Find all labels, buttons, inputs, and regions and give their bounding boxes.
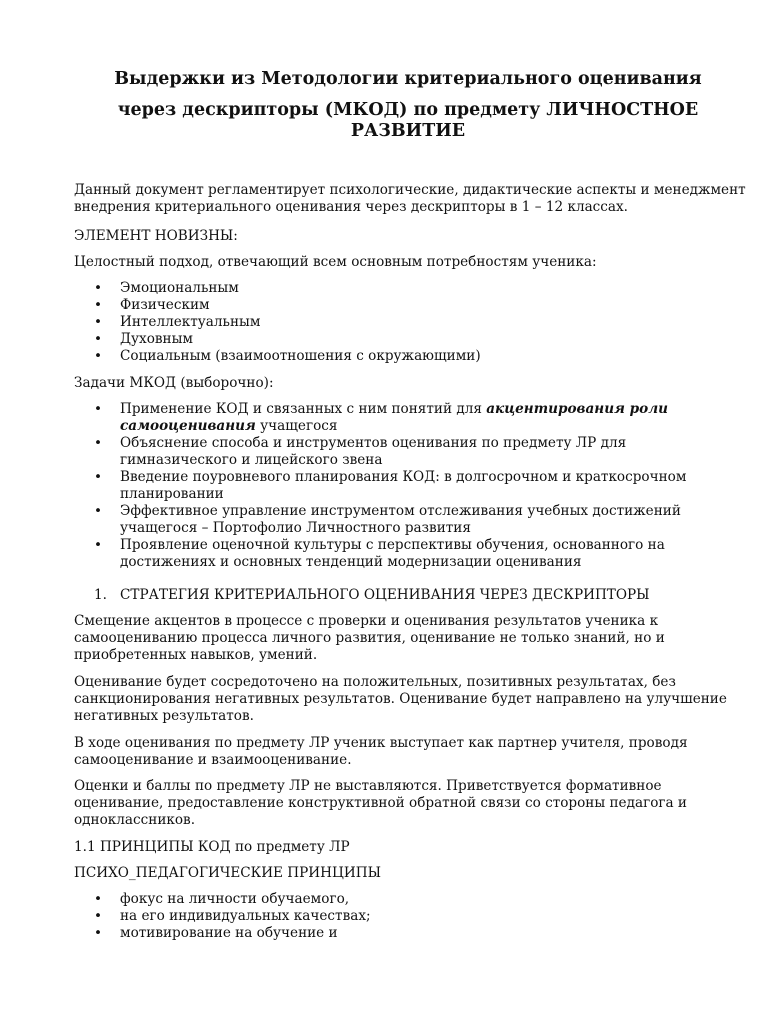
section-number: 1. xyxy=(94,587,107,603)
tasks-list xyxy=(74,401,714,571)
document-title-line-2 xyxy=(60,100,756,142)
paragraph: Оценки и баллы по предмету ЛР не выставляются. Приветствуется формативное оценивание, предоставление конструктивной обратной связи со стороны педагога и одноклассников. xyxy=(74,778,687,828)
list-item: • Интеллектуальным xyxy=(74,314,714,331)
subsection-heading: 1.1 ПРИНЦИПЫ КОД по предмету ЛР xyxy=(74,839,350,855)
paragraph: В ходе оценивания по предмету ЛР ученик выступает как партнер учителя, проводя самооценивание и взаимооценивание. xyxy=(74,735,688,768)
document-title-line-1: Выдержки из Методологии критериального оценивания xyxy=(114,69,702,89)
section-title: СТРАТЕГИЯ КРИТЕРИАЛЬНОГО ОЦЕНИВАНИЯ ЧЕРЕЗ ДЕСКРИПТОРЫ xyxy=(120,587,650,603)
document-title-line-3-text: РАЗВИТИЕ xyxy=(350,121,466,141)
list-item: • Проявление оценочной культуры с перспективы обучения, основанного на достижениях и основных тенденций модернизации оценивания xyxy=(74,537,714,571)
tasks-heading: Задачи МКОД (выборочно): xyxy=(74,375,274,391)
list-item: • Физическим xyxy=(74,297,714,314)
document-title-line-2-text: через дескрипторы (МКОД) по предмету ЛИЧНОСТНОЕ xyxy=(117,100,699,120)
list-item: • Социальным (взаимоотношения с окружающими) xyxy=(74,348,714,365)
task-text: учащегося xyxy=(255,418,338,434)
list-item: • Введение поуровневого планирования КОД: в долгосрочном и краткосрочном планировании xyxy=(74,469,714,503)
intro-paragraph: Данный документ регламентирует психологические, дидактические аспекты и менеджмент внедрения критериального оценивания через дескрипторы в 1 – 12 классах. xyxy=(74,182,746,215)
paragraph: Оценивание будет сосредоточено на положительных, позитивных результатах, без санкционирования негативных результатов. Оценивание будет направлено на улучшение негативных результатов. xyxy=(74,674,727,724)
list-item: • мотивирование на обучение и xyxy=(74,925,714,942)
task-text: Применение КОД и связанных с ним понятий для xyxy=(120,401,487,417)
needs-list xyxy=(74,280,714,365)
list-item: • Объяснение способа и инструментов оценивания по предмету ЛР для гимназического и лицейского звена xyxy=(74,435,714,469)
list-item: • Духовным xyxy=(74,331,714,348)
novelty-heading: ЭЛЕМЕНТ НОВИЗНЫ: xyxy=(74,228,238,244)
principles-list xyxy=(74,891,714,942)
list-item: • Эффективное управление инструментом отслеживания учебных достижений учащегося – Портофолио Личностного развития xyxy=(74,503,714,537)
list-item: • Эмоциональным xyxy=(74,280,714,297)
list-item xyxy=(74,401,714,435)
list-item: • на его индивидуальных качествах; xyxy=(74,908,714,925)
task-emphasis: акцентирования роли самооценивания xyxy=(120,401,669,434)
list-item: • фокус на личности обучаемого, xyxy=(74,891,714,908)
paragraph: Смещение акцентов в процессе с проверки и оценивания результатов ученика к самооцениванию процесса личного развития, оценивание не только знаний, но и приобретенных навыков, умений. xyxy=(74,613,665,663)
principles-heading: ПСИХО_ПЕДАГОГИЧЕСКИЕ ПРИНЦИПЫ xyxy=(74,865,381,881)
novelty-text: Целостный подход, отвечающий всем основным потребностям ученика: xyxy=(74,254,597,270)
